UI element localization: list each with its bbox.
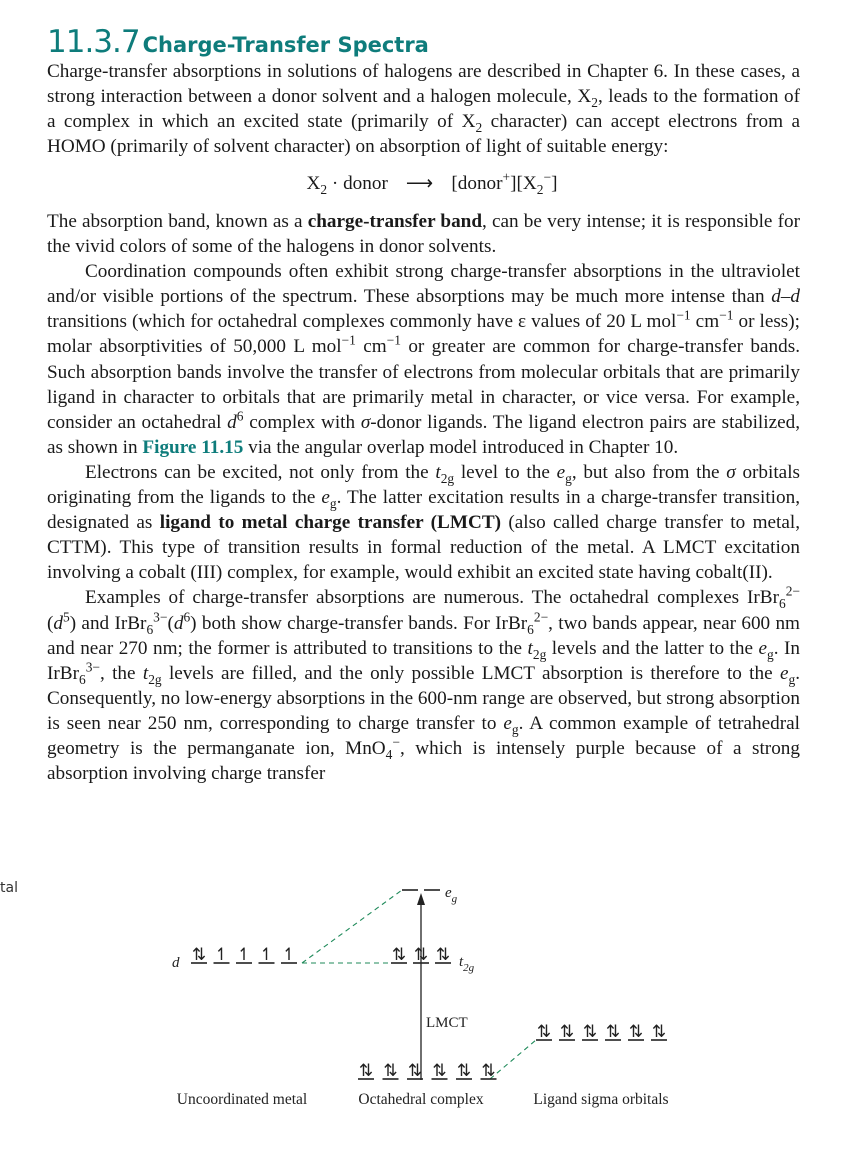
section-title: Charge-Transfer Spectra	[142, 33, 429, 57]
lmct-label: LMCT	[426, 1015, 468, 1031]
t2g-electron-icon: ⇅	[391, 945, 407, 964]
eg-label: $e_g$	[445, 885, 458, 905]
complex-sigma-electron-icon: ⇅	[481, 1061, 496, 1080]
ligand-sigma-electron-icon: ⇅	[582, 1022, 598, 1041]
paragraph-5: Examples of charge-transfer absorptions are numerous. The octahedral complexes $IrBr_6^{2-}(d^5)$ and $IrBr_6^{3-}(d^6)$ both show charge-transfer bands. For IrBr$_6^{2-}$, two bands appear, near 600 nm and near 270 nm; the former is attributed to transitions to the $t_{2g}$ levels and the latter to the $e_g$. In IrBr$_6^{3-}$, the $t_{2g}$ levels are filled, and the only possible LMCT absorption is therefore to the $e_g$. Consequently, no low-energy absorptions in the 600-nm range are observed, but strong absorption is seen near 250 nm, corresponding to charge transfer to $e_g$. A common example of tetrahedral geometry is the permanganate ion, MnO$_4$−, which is intensely purple because of a strong absorption involving charge transfer	[47, 584, 801, 785]
ligand-sigma-electron-icon: ⇅	[559, 1022, 575, 1041]
t2g-label: $t_{2g}$	[459, 954, 475, 974]
caption-octahedral-complex: Octahedral complex	[358, 1091, 484, 1108]
complex-sigma-electron-icon: ⇅	[456, 1061, 472, 1080]
complex-sigma-electron-icon: ⇅	[383, 1061, 398, 1080]
reaction-arrow: ⟶	[405, 173, 434, 194]
ligand-to-complex-line	[490, 1040, 536, 1079]
electrons	[192, 945, 666, 1080]
figure-link[interactable]: Figure 11.15	[142, 436, 244, 458]
paragraph-3: Coordination compounds often exhibit strong charge-transfer absorptions in the ultraviolet and/or visible portions of the spectrum. These absorptions may be much more intense than d–d transitions (which for octahedral complexes commonly have ε values of 20 L mol$^{-1}$ $cm^{-1}$ or less); molar absorptivities of 50,000 L mol$^{-1}$ $cm^{-1}$ or greater are common for charge-transfer bands. Such absorption bands involve the transfer of electrons from molecular orbitals that are primarily ligand in character to orbitals that are primarily metal in character, or vice versa. For example, consider an octahedral $d^6$ complex with σ-donor ligands. The ligand electron pairs are stabilized, as shown in Figure 11.15 via the angular overlap model introduced in Chapter 10.	[47, 261, 800, 458]
metal-d-electron-icon: ↿	[259, 945, 274, 964]
ligand-sigma-electron-icon: ⇅	[536, 1022, 552, 1041]
metal-to-eg-line	[302, 890, 402, 963]
paragraph-4: Electrons can be excited, not only from the $t_{2g}$ level to the $e_g$, but also from the σ orbitals originating from the ligands to the $e_g$. The latter excitation results in a charge-transfer transition, designated as ligand to metal charge transfer (LMCT) (also called charge transfer to metal, CTTM). This type of transition results in formal reduction of the metal. A LMCT excitation involving a cobalt (III) complex, for example, would exhibit an excited state having cobalt(II).	[47, 461, 801, 584]
margin-note: tal	[0, 880, 18, 896]
lmct-arrowhead-icon	[417, 893, 425, 905]
paragraph-2: The absorption band, known as a charge-transfer band, can be very intense; it is responsible for the vivid colors of some of the halogens in donor solvents.	[47, 211, 800, 258]
caption-uncoordinated-metal: Uncoordinated metal	[176, 1091, 308, 1108]
complex-sigma-electron-icon: ⇅	[407, 1061, 423, 1080]
metal-d-electron-icon: ↿	[214, 945, 229, 964]
complex-sigma-electron-icon: ⇅	[358, 1061, 374, 1080]
ligand-sigma-electron-icon: ⇅	[605, 1022, 621, 1041]
energy-levels	[191, 890, 667, 1079]
metal-d-electron-icon: ↿	[236, 945, 252, 964]
section-number: 11.3.7	[47, 24, 140, 60]
correlation-lines	[302, 890, 536, 1079]
metal-d-label: d	[172, 955, 180, 971]
caption-ligand-sigma-orbitals: Ligand sigma orbitals	[533, 1091, 669, 1108]
complex-sigma-electron-icon: ⇅	[432, 1061, 447, 1080]
ligand-sigma-electron-icon: ⇅	[651, 1022, 667, 1041]
equation: $X_2$ · donor ⟶ $[donor^+][X_2^-]$	[306, 169, 558, 197]
metal-d-electron-icon: ↿	[281, 945, 297, 964]
ligand-sigma-electron-icon: ⇅	[628, 1022, 644, 1041]
t2g-electron-icon: ⇅	[413, 945, 429, 964]
paragraph-1: Charge-transfer absorptions in solutions of halogens are described in Chapter 6. In these cases, a strong interaction between a donor solvent and a halogen molecule, $X_2$, leads to the formation of a complex in which an excited state (primarily of $X_2$ character) can accept electrons from a HOMO (primarily of solvent character) on absorption of light of suitable energy:	[47, 61, 800, 158]
metal-d-electron-icon: ⇅	[191, 945, 207, 964]
t2g-electron-icon: ⇅	[435, 945, 451, 964]
